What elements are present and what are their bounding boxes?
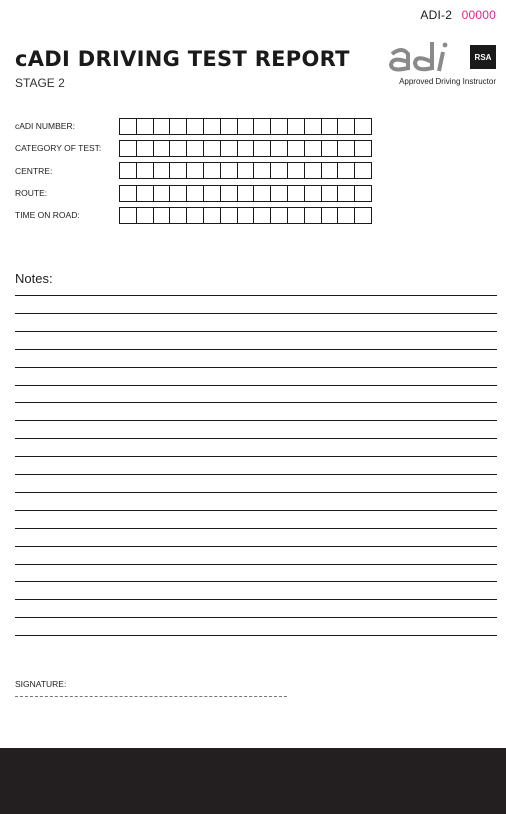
character-boxes[interactable] <box>119 185 372 202</box>
character-box[interactable] <box>187 118 204 135</box>
character-box[interactable] <box>137 140 154 157</box>
character-box[interactable] <box>322 185 339 202</box>
character-box[interactable] <box>238 185 255 202</box>
character-box[interactable] <box>120 185 137 202</box>
character-box[interactable] <box>187 140 204 157</box>
character-boxes[interactable] <box>119 162 372 179</box>
character-box[interactable] <box>187 185 204 202</box>
notes-line[interactable] <box>15 420 497 421</box>
character-box[interactable] <box>238 162 255 179</box>
notes-line[interactable] <box>15 385 497 386</box>
notes-line[interactable] <box>15 456 497 457</box>
character-box[interactable] <box>254 162 271 179</box>
character-box[interactable] <box>154 162 171 179</box>
character-box[interactable] <box>254 185 271 202</box>
page-subtitle: STAGE 2 <box>15 76 65 90</box>
signature-line[interactable] <box>15 696 287 697</box>
serial-number: 00000 <box>461 8 496 22</box>
notes-line[interactable] <box>15 331 497 332</box>
character-box[interactable] <box>221 140 238 157</box>
form-fields <box>15 115 372 226</box>
notes-line[interactable] <box>15 438 497 439</box>
character-box[interactable] <box>355 207 372 224</box>
character-box[interactable] <box>154 118 171 135</box>
character-box[interactable] <box>238 140 255 157</box>
notes-line[interactable] <box>15 564 497 565</box>
field-row <box>15 182 372 204</box>
character-box[interactable] <box>137 185 154 202</box>
notes-line[interactable] <box>15 581 497 582</box>
character-box[interactable] <box>305 185 322 202</box>
character-box[interactable] <box>204 118 221 135</box>
character-box[interactable] <box>288 162 305 179</box>
field-row <box>15 137 372 159</box>
character-box[interactable] <box>204 140 221 157</box>
page-title: cADI DRIVING TEST REPORT <box>15 47 350 71</box>
character-box[interactable] <box>238 207 255 224</box>
notes-line[interactable] <box>15 546 497 547</box>
character-box[interactable] <box>322 118 339 135</box>
character-box[interactable] <box>271 162 288 179</box>
character-box[interactable] <box>355 185 372 202</box>
character-box[interactable] <box>221 162 238 179</box>
character-box[interactable] <box>355 162 372 179</box>
notes-line[interactable] <box>15 349 497 350</box>
character-box[interactable] <box>154 140 171 157</box>
notes-line[interactable] <box>15 295 497 296</box>
character-boxes[interactable] <box>119 118 372 135</box>
character-box[interactable] <box>338 118 355 135</box>
character-box[interactable] <box>338 140 355 157</box>
character-box[interactable] <box>221 185 238 202</box>
character-box[interactable] <box>271 207 288 224</box>
character-box[interactable] <box>170 207 187 224</box>
footer-band <box>0 748 506 814</box>
character-box[interactable] <box>288 118 305 135</box>
character-box[interactable] <box>288 140 305 157</box>
character-box[interactable] <box>338 185 355 202</box>
character-box[interactable] <box>254 118 271 135</box>
character-box[interactable] <box>170 140 187 157</box>
character-boxes[interactable] <box>119 207 372 224</box>
character-box[interactable] <box>120 118 137 135</box>
notes-line[interactable] <box>15 367 497 368</box>
character-box[interactable] <box>120 207 137 224</box>
character-box[interactable] <box>154 207 171 224</box>
character-box[interactable] <box>338 207 355 224</box>
character-box[interactable] <box>305 162 322 179</box>
character-box[interactable] <box>271 118 288 135</box>
logo-tagline: Approved Driving Instructor <box>399 77 496 86</box>
field-row <box>15 204 372 226</box>
character-box[interactable] <box>305 118 322 135</box>
character-box[interactable] <box>288 185 305 202</box>
character-box[interactable] <box>338 162 355 179</box>
character-box[interactable] <box>170 118 187 135</box>
notes-line[interactable] <box>15 617 497 618</box>
field-label: ROUTE: <box>15 188 48 199</box>
character-box[interactable] <box>187 207 204 224</box>
character-box[interactable] <box>254 140 271 157</box>
form-code <box>420 8 496 22</box>
character-box[interactable] <box>305 207 322 224</box>
character-box[interactable] <box>170 185 187 202</box>
character-box[interactable] <box>204 207 221 224</box>
adi-logo <box>386 40 496 90</box>
character-box[interactable] <box>322 162 339 179</box>
character-box[interactable] <box>221 207 238 224</box>
notes-line[interactable] <box>15 313 497 314</box>
notes-line[interactable] <box>15 510 497 511</box>
character-boxes[interactable] <box>119 140 372 157</box>
field-label: cADI NUMBER: <box>15 121 75 132</box>
character-box[interactable] <box>238 118 255 135</box>
character-box[interactable] <box>355 118 372 135</box>
character-box[interactable] <box>170 162 187 179</box>
notes-line[interactable] <box>15 402 497 403</box>
rsa-badge-text: RSA <box>474 52 492 62</box>
character-box[interactable] <box>137 207 154 224</box>
notes-line[interactable] <box>15 528 497 529</box>
notes-label: Notes: <box>15 271 53 286</box>
notes-line[interactable] <box>15 492 497 493</box>
character-box[interactable] <box>204 185 221 202</box>
notes-line[interactable] <box>15 599 497 600</box>
character-box[interactable] <box>271 185 288 202</box>
character-box[interactable] <box>137 162 154 179</box>
field-row <box>15 115 372 137</box>
field-label: CATEGORY OF TEST: <box>15 143 102 154</box>
character-box[interactable] <box>355 140 372 157</box>
character-box[interactable] <box>254 207 271 224</box>
signature-label: SIGNATURE: <box>15 679 67 689</box>
adi-logo-mark <box>386 40 456 74</box>
field-label: CENTRE: <box>15 165 53 176</box>
character-box[interactable] <box>154 185 171 202</box>
character-box[interactable] <box>204 162 221 179</box>
character-box[interactable] <box>187 162 204 179</box>
character-box[interactable] <box>305 140 322 157</box>
field-label: TIME ON ROAD: <box>15 210 80 221</box>
notes-line[interactable] <box>15 474 497 475</box>
notes-line[interactable] <box>15 635 497 636</box>
field-row <box>15 160 372 182</box>
character-box[interactable] <box>120 162 137 179</box>
character-box[interactable] <box>322 207 339 224</box>
character-box[interactable] <box>288 207 305 224</box>
rsa-badge <box>470 45 496 69</box>
character-box[interactable] <box>271 140 288 157</box>
form-code-label: ADI-2 <box>420 8 453 22</box>
character-box[interactable] <box>120 140 137 157</box>
character-box[interactable] <box>322 140 339 157</box>
character-box[interactable] <box>137 118 154 135</box>
character-box[interactable] <box>221 118 238 135</box>
